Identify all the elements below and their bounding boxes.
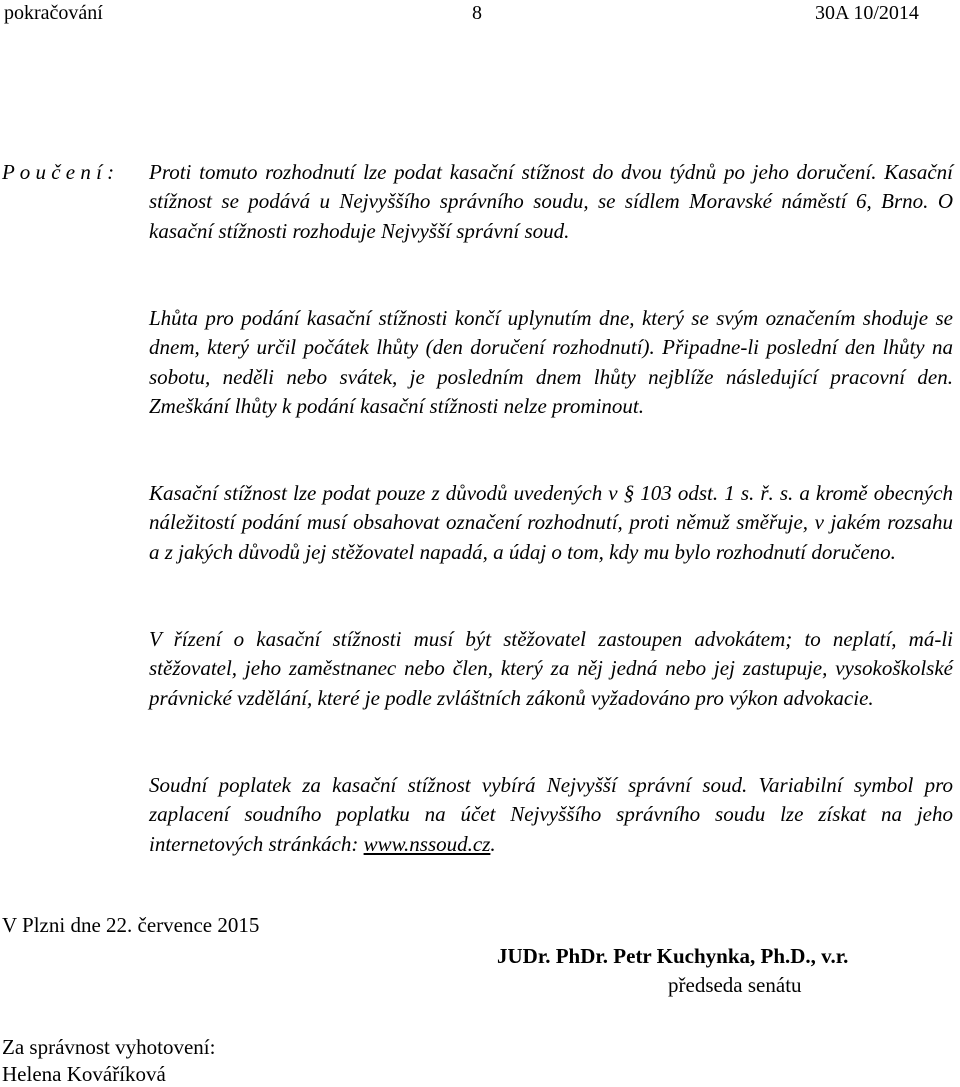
page-header bbox=[0, 0, 960, 30]
file-number: 30A 10/2014 bbox=[815, 2, 919, 24]
fee-text: Soudní poplatek za kasační stížnost vybírá Nejvyšší správní soud. Variabilní symbol pro zaplacení soudního poplatku na účet Nejvyššího správního soudu lze získat na jeho internetových stránkách: bbox=[149, 773, 953, 856]
continuation-label: pokračování bbox=[4, 2, 103, 24]
instruction-paragraph-5 bbox=[149, 771, 953, 859]
instruction-paragraph-3: Kasační stížnost lze podat pouze z důvodů uvedených v § 103 odst. 1 s. ř. s. a kromě obecných náležitostí podání musí obsahovat označení rozhodnutí, proti němuž směřuje, v jakém rozsahu a z jakých důvodů jej stěžovatel napadá, a údaj o tom, kdy mu bylo rozhodnutí doručeno. bbox=[149, 481, 953, 564]
fee-text-end: . bbox=[490, 831, 496, 856]
correctness-name: Helena Kováříková bbox=[2, 1062, 166, 1086]
instruction-paragraph-2: Lhůta pro podání kasační stížnosti končí uplynutím dne, který se svým označením shoduje se dnem, který určil počátek lhůty (den doručení rozhodnutí). Připadne-li poslední den lhůty na sobotu, neděli nebo svátek, je posledním dnem lhůty nejblíže následující pracovní den. Zmeškání lhůty k podání kasační stížnosti nelze prominout. bbox=[149, 306, 953, 418]
instruction-label: P o u č e n í : bbox=[2, 160, 115, 184]
instruction-paragraph-1: Proti tomuto rozhodnutí lze podat kasační stížnost do dvou týdnů po jeho doručení. Kasační stížnost se podává u Nejvyššího správního soudu, se sídlem Moravské náměstí 6, Brno. O kasační stížnosti rozhoduje Nejvyšší správní soud. bbox=[149, 160, 953, 243]
signatory-role: předseda senátu bbox=[668, 973, 802, 997]
instruction-paragraph-4: V řízení o kasační stížnosti musí být stěžovatel zastoupen advokátem; to neplatí, má-li stěžovatel, jeho zaměstnanec nebo člen, který za něj jedná nebo jej zastupuje, vysokoškolské právnické vzdělání, které je podle zvláštních zákonů vyžadováno pro výkon advokacie. bbox=[149, 627, 953, 710]
place-date: V Plzni dne 22. července 2015 bbox=[2, 913, 260, 937]
nssoud-link[interactable]: www.nssoud.cz bbox=[363, 831, 491, 856]
correctness-label: Za správnost vyhotovení: bbox=[2, 1035, 216, 1059]
signatory-name: JUDr. PhDr. Petr Kuchynka, Ph.D., v.r. bbox=[497, 944, 849, 968]
page-number: 8 bbox=[472, 2, 482, 24]
